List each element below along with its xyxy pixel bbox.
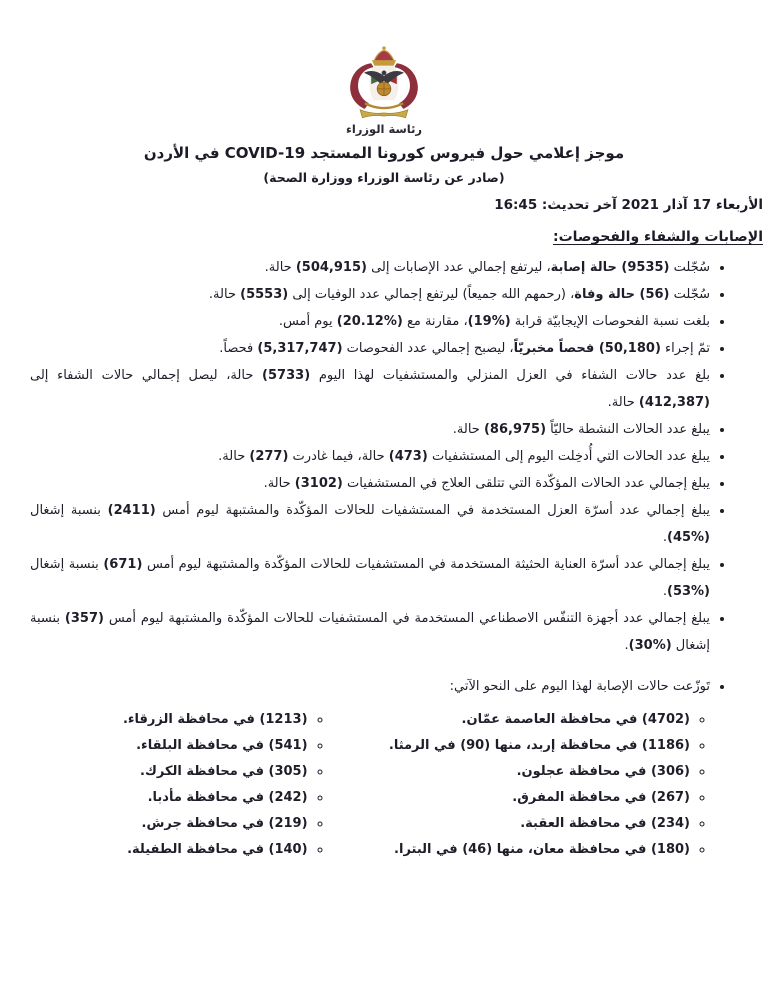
text-segment: بنسبة إشغال — [30, 611, 710, 653]
text-segment: (%19) — [467, 314, 511, 329]
text-segment: يبلغ إجمالي عدد أسرّة العناية الحثيثة المستخدمة في المستشفيات للحالات المؤكّدة والمشتبهة ليوم أمس — [142, 557, 710, 572]
text-segment: يبلغ إجمالي عدد الحالات المؤكّدة التي تتلقى العلاج في المستشفيات — [342, 476, 710, 491]
list-item — [30, 308, 710, 335]
governorate-list-left — [30, 707, 353, 863]
prime-ministry-signature: رئاسة الوزراء — [345, 122, 423, 136]
list-item — [30, 785, 308, 811]
text-segment: بلغت نسبة الفحوصات الإيجابيّة قرابة — [510, 314, 710, 329]
list-item — [30, 416, 710, 443]
text-segment: يبلغ عدد الحالات التي أُدخِلت اليوم إلى المستشفيات — [427, 449, 710, 464]
list-item — [30, 759, 308, 785]
text-segment: يبلغ إجمالي عدد أسرّة العزل المستخدمة في المستشفيات للحالات المؤكّدة والمشتبهة ليوم أمس — [155, 503, 711, 518]
text-segment: حالة، فيما غادرت — [288, 449, 389, 464]
list-item — [30, 837, 308, 863]
list-item — [353, 759, 690, 785]
text-segment: (%30) — [628, 638, 672, 653]
text-segment: ، مقارنة مع — [402, 314, 468, 329]
stats-list — [0, 254, 768, 659]
text-segment: (3102) — [294, 476, 343, 491]
text-segment: يوم أمس. — [278, 314, 337, 329]
governorates-columns — [0, 707, 768, 863]
text-segment: حالة. — [264, 260, 296, 275]
text-segment: حالة. — [208, 287, 241, 302]
text-segment: تمّ إجراء — [660, 341, 710, 356]
governorate-list-right — [353, 707, 763, 863]
governorates-column-left — [30, 707, 353, 863]
text-segment: (180) في محافظة معان، منها (46) في البترا. — [394, 842, 690, 857]
list-item — [30, 605, 710, 659]
section-title: الإصابات والشفاء والفحوصات: — [553, 229, 763, 245]
text-segment: (5733) — [262, 368, 311, 383]
text-segment: (%20.12) — [336, 314, 403, 329]
text-segment: بنسبة إشغال — [30, 503, 108, 518]
text-segment: (86,975) — [483, 422, 547, 437]
text-segment: (357) — [64, 611, 104, 626]
list-item — [353, 707, 690, 733]
list-item — [30, 497, 710, 551]
list-item — [30, 443, 710, 470]
text-segment: حالة. — [263, 476, 295, 491]
text-segment: سُجّلت — [669, 287, 710, 302]
text-segment: (219) في محافظة جرش. — [141, 816, 308, 831]
text-segment: (140) في محافظة الطفيلة. — [127, 842, 308, 857]
text-segment: (234) في محافظة العقبة. — [520, 816, 690, 831]
text-segment: (242) في محافظة مأدبا. — [147, 790, 308, 805]
text-segment: بنسبة إشغال — [30, 557, 104, 572]
text-segment: (504,915) — [295, 260, 367, 275]
governorates-column-right — [353, 707, 763, 863]
list-item — [30, 335, 710, 362]
jordan-coat-of-arms-icon — [334, 44, 434, 121]
text-segment: ، ليرتفع إجمالي عدد الإصابات إلى — [366, 260, 551, 275]
text-segment: . — [662, 584, 667, 599]
page-subtitle: (صادر عن رئاسة الوزراء ووزارة الصحة) — [263, 170, 505, 185]
page-title: موجز إعلامي حول فيروس كورونا المستجد COVID-19 في الأردن — [143, 144, 625, 162]
text-segment: سُجّلت — [669, 260, 710, 275]
text-segment: (305) في محافظة الكرك. — [140, 764, 308, 779]
list-item — [353, 837, 690, 863]
text-segment: (50,180) فحصاً مخبريّاً — [513, 341, 661, 356]
text-segment: . — [662, 530, 667, 545]
text-segment: (1213) في محافظة الزرقاء. — [122, 712, 308, 727]
date-line: الأربعاء 17 آذار 2021 آخر تحديث: 16:45 — [494, 197, 763, 213]
text-segment: ، ليصبح إجمالي عدد الفحوصات — [342, 341, 514, 356]
document-header — [0, 0, 768, 185]
stats-section — [0, 229, 768, 863]
list-item — [353, 733, 690, 759]
list-item — [30, 254, 710, 281]
text-segment: حالة. — [607, 395, 639, 410]
text-segment: (671) — [103, 557, 143, 572]
text-segment: حالة. — [452, 422, 484, 437]
list-item — [353, 785, 690, 811]
text-segment: يبلغ عدد الحالات النشطة حاليّاً — [546, 422, 710, 437]
text-segment: (267) في محافظة المفرق. — [512, 790, 690, 805]
list-item — [30, 551, 710, 605]
list-item — [353, 811, 690, 837]
text-segment: يبلغ إجمالي عدد أجهزة التنفّس الاصطناعي المستخدمة في المستشفيات للحالات المؤكّدة والمشتبهة ليوم أمس — [103, 611, 710, 626]
list-item — [30, 733, 308, 759]
text-segment: (%45) — [666, 530, 710, 545]
text-segment: (2411) — [107, 503, 156, 518]
text-segment: (%53) — [666, 584, 710, 599]
text-segment: (5553) — [240, 287, 289, 302]
text-segment: (473) — [388, 449, 428, 464]
list-item — [30, 470, 710, 497]
list-item — [30, 673, 710, 700]
text-segment: (9535) حالة إصابة — [550, 260, 670, 275]
text-segment: (1186) في محافظة إربد، منها (90) في الرمثا. — [388, 738, 690, 753]
text-segment: حالة. — [218, 449, 250, 464]
list-item — [30, 362, 710, 416]
text-segment: (306) في محافظة عجلون. — [516, 764, 690, 779]
text-segment: . — [624, 638, 629, 653]
distribution-intro-list — [0, 673, 768, 700]
text-segment: (541) في محافظة البلقاء. — [136, 738, 308, 753]
list-item — [30, 281, 710, 308]
list-item — [30, 707, 308, 733]
text-segment: (277) — [249, 449, 289, 464]
text-segment: (5,317,747) — [257, 341, 343, 356]
text-segment: تَوزّعت حالات الإصابة لهذا اليوم على النحو الآتي: — [449, 679, 710, 694]
text-segment: ، (رحمهم الله جميعاً) ليرتفع إجمالي عدد الوفيات إلى — [288, 287, 575, 302]
text-segment: حالة، ليصل إجمالي حالات الشفاء إلى — [30, 368, 263, 383]
text-segment: (412,387) — [638, 395, 710, 410]
text-segment: فحصاً. — [219, 341, 258, 356]
text-segment: (56) حالة وفاة — [574, 287, 670, 302]
text-segment: (4702) في محافظة العاصمة عمّان. — [461, 712, 690, 727]
text-segment: بلغ عدد حالات الشفاء في العزل المنزلي والمستشفيات لهذا اليوم — [310, 368, 711, 383]
list-item — [30, 811, 308, 837]
